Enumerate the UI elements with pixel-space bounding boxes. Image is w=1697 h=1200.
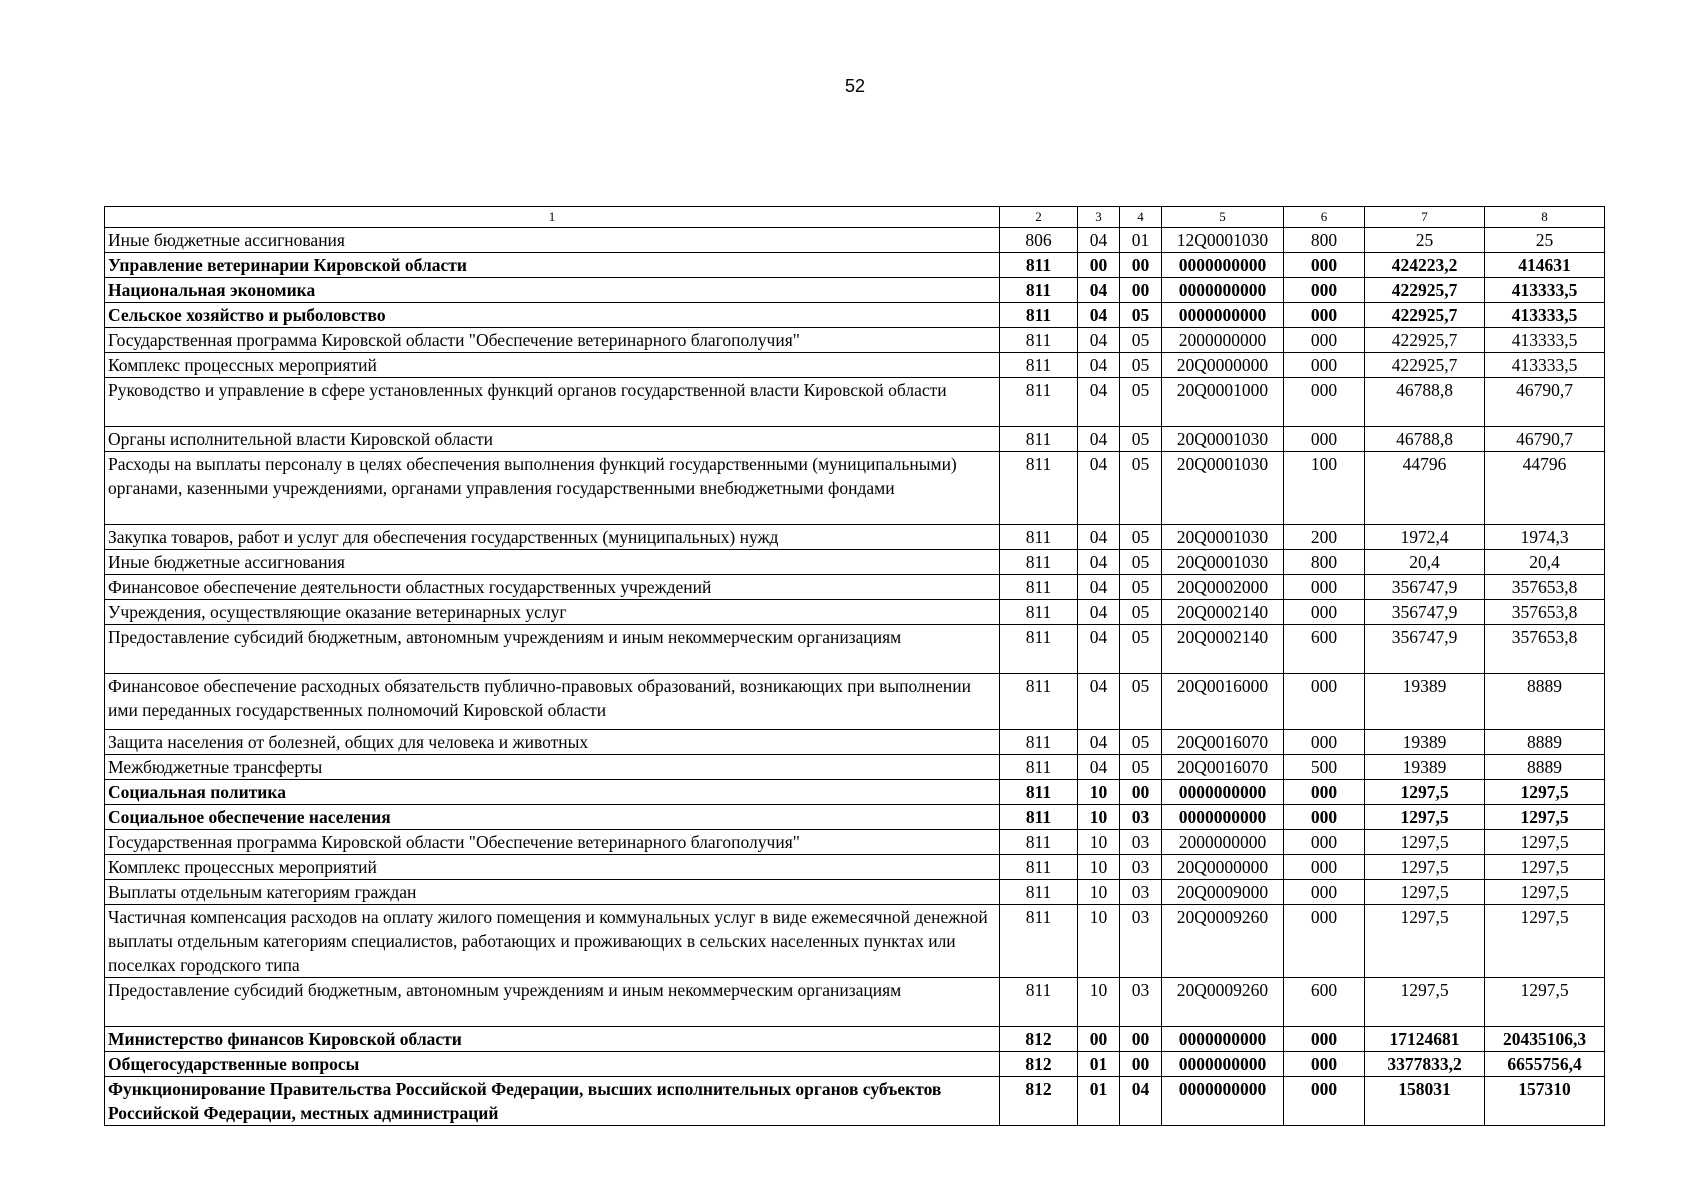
row-admin-code-cell: 812 [1000,1077,1078,1126]
table-row [105,427,1605,452]
row-section-cell: 04 [1078,353,1120,378]
row-admin-code-cell: 811 [1000,855,1078,880]
row-expense-type-cell: 000 [1284,427,1365,452]
row-section-cell: 01 [1078,1052,1120,1077]
row-admin-code-cell: 811 [1000,253,1078,278]
row-expense-type-cell: 000 [1284,353,1365,378]
row-amount-year2-cell: 1297,5 [1485,830,1605,855]
row-name-cell: Расходы на выплаты персоналу в целях обеспечения выполнения функций государственными (муниципальными) органами, казенными учреждениями, органами управления государственными внебюджетными фондами [105,452,1000,525]
row-admin-code-cell: 811 [1000,303,1078,328]
table-row [105,328,1605,353]
row-expense-type-cell: 500 [1284,755,1365,780]
row-amount-year2-cell: 20,4 [1485,550,1605,575]
table-row [105,905,1605,978]
row-admin-code-cell: 811 [1000,452,1078,525]
table-row [105,805,1605,830]
row-amount-year1-cell: 356747,9 [1365,575,1485,600]
row-name-cell: Социальное обеспечение населения [105,805,1000,830]
row-target-article-cell: 20Q0000000 [1162,855,1284,880]
row-subsection-cell: 03 [1120,855,1162,880]
row-admin-code-cell: 811 [1000,905,1078,978]
row-name-cell: Учреждения, осуществляющие оказание ветеринарных услуг [105,600,1000,625]
budget-table [104,206,1605,1126]
row-amount-year2-cell: 413333,5 [1485,328,1605,353]
row-target-article-cell: 20Q0002140 [1162,625,1284,674]
row-name-cell: Выплаты отдельным категориям граждан [105,880,1000,905]
row-admin-code-cell: 811 [1000,353,1078,378]
row-expense-type-cell: 000 [1284,328,1365,353]
row-section-cell: 04 [1078,228,1120,253]
row-target-article-cell: 0000000000 [1162,1052,1284,1077]
row-target-article-cell: 20Q0001030 [1162,550,1284,575]
row-target-article-cell: 20Q0002000 [1162,575,1284,600]
row-subsection-cell: 01 [1120,228,1162,253]
row-admin-code-cell: 811 [1000,525,1078,550]
row-amount-year2-cell: 1297,5 [1485,780,1605,805]
row-target-article-cell: 20Q0016000 [1162,674,1284,730]
row-section-cell: 10 [1078,855,1120,880]
row-expense-type-cell: 000 [1284,1052,1365,1077]
row-section-cell: 04 [1078,600,1120,625]
row-target-article-cell: 20Q0009000 [1162,880,1284,905]
row-amount-year1-cell: 158031 [1365,1077,1485,1126]
row-subsection-cell: 00 [1120,1027,1162,1052]
row-section-cell: 04 [1078,303,1120,328]
row-amount-year1-cell: 46788,8 [1365,378,1485,427]
row-subsection-cell: 03 [1120,978,1162,1027]
row-target-article-cell: 20Q0001030 [1162,525,1284,550]
row-amount-year2-cell: 1297,5 [1485,905,1605,978]
row-name-cell: Иные бюджетные ассигнования [105,228,1000,253]
row-amount-year1-cell: 1297,5 [1365,978,1485,1027]
row-target-article-cell: 0000000000 [1162,253,1284,278]
row-admin-code-cell: 811 [1000,730,1078,755]
row-admin-code-cell: 811 [1000,674,1078,730]
table-row [105,755,1605,780]
row-name-cell: Комплекс процессных мероприятий [105,353,1000,378]
row-section-cell: 04 [1078,378,1120,427]
row-amount-year2-cell: 8889 [1485,674,1605,730]
row-expense-type-cell: 200 [1284,525,1365,550]
table-row [105,575,1605,600]
row-expense-type-cell: 000 [1284,600,1365,625]
row-expense-type-cell: 000 [1284,253,1365,278]
row-subsection-cell: 05 [1120,730,1162,755]
row-expense-type-cell: 100 [1284,452,1365,525]
row-admin-code-cell: 811 [1000,600,1078,625]
row-target-article-cell: 2000000000 [1162,328,1284,353]
row-subsection-cell: 05 [1120,550,1162,575]
row-subsection-cell: 05 [1120,674,1162,730]
row-name-cell: Функционирование Правительства Российской Федерации, высших исполнительных органов субъектов Российской Федерации, местных администраций [105,1077,1000,1126]
row-amount-year1-cell: 1297,5 [1365,855,1485,880]
row-expense-type-cell: 000 [1284,905,1365,978]
row-amount-year2-cell: 357653,8 [1485,625,1605,674]
row-amount-year2-cell: 1297,5 [1485,805,1605,830]
row-amount-year2-cell: 357653,8 [1485,600,1605,625]
row-amount-year2-cell: 1297,5 [1485,855,1605,880]
row-target-article-cell: 20Q0001000 [1162,378,1284,427]
row-amount-year2-cell: 44796 [1485,452,1605,525]
row-section-cell: 10 [1078,830,1120,855]
row-target-article-cell: 2000000000 [1162,830,1284,855]
row-expense-type-cell: 600 [1284,625,1365,674]
row-amount-year2-cell: 1297,5 [1485,978,1605,1027]
row-subsection-cell: 04 [1120,1077,1162,1126]
row-expense-type-cell: 000 [1284,880,1365,905]
row-admin-code-cell: 811 [1000,780,1078,805]
row-target-article-cell: 0000000000 [1162,278,1284,303]
table-row [105,880,1605,905]
row-subsection-cell: 05 [1120,353,1162,378]
row-admin-code-cell: 811 [1000,427,1078,452]
row-admin-code-cell: 811 [1000,978,1078,1027]
table-row [105,978,1605,1027]
row-section-cell: 04 [1078,550,1120,575]
table-row [105,730,1605,755]
row-amount-year1-cell: 44796 [1365,452,1485,525]
row-subsection-cell: 00 [1120,278,1162,303]
row-expense-type-cell: 000 [1284,674,1365,730]
row-target-article-cell: 20Q0000000 [1162,353,1284,378]
column-header: 4 [1120,207,1162,228]
row-amount-year1-cell: 1972,4 [1365,525,1485,550]
row-subsection-cell: 05 [1120,452,1162,525]
row-name-cell: Предоставление субсидий бюджетным, автономным учреждениям и иным некоммерческим организациям [105,625,1000,674]
column-header: 1 [105,207,1000,228]
row-name-cell: Национальная экономика [105,278,1000,303]
row-section-cell: 10 [1078,780,1120,805]
table-row [105,855,1605,880]
row-target-article-cell: 12Q0001030 [1162,228,1284,253]
row-subsection-cell: 03 [1120,830,1162,855]
row-expense-type-cell: 800 [1284,550,1365,575]
row-expense-type-cell: 000 [1284,730,1365,755]
row-section-cell: 04 [1078,278,1120,303]
row-amount-year1-cell: 422925,7 [1365,278,1485,303]
table-row [105,1052,1605,1077]
row-name-cell: Управление ветеринарии Кировской области [105,253,1000,278]
row-expense-type-cell: 000 [1284,780,1365,805]
row-name-cell: Финансовое обеспечение расходных обязательств публично-правовых образований, возникающих при выполнении ими переданных государственных полномочий Кировской области [105,674,1000,730]
row-subsection-cell: 05 [1120,328,1162,353]
row-admin-code-cell: 812 [1000,1052,1078,1077]
row-section-cell: 04 [1078,755,1120,780]
row-name-cell: Предоставление субсидий бюджетным, автономным учреждениям и иным некоммерческим организациям [105,978,1000,1027]
row-section-cell: 04 [1078,427,1120,452]
row-expense-type-cell: 000 [1284,575,1365,600]
row-expense-type-cell: 000 [1284,378,1365,427]
row-admin-code-cell: 811 [1000,755,1078,780]
row-target-article-cell: 0000000000 [1162,780,1284,805]
table-row [105,780,1605,805]
row-target-article-cell: 0000000000 [1162,1027,1284,1052]
row-target-article-cell: 20Q0016070 [1162,755,1284,780]
table-row [105,550,1605,575]
row-admin-code-cell: 811 [1000,880,1078,905]
row-target-article-cell: 0000000000 [1162,303,1284,328]
page-number: 52 [844,76,866,96]
row-subsection-cell: 03 [1120,880,1162,905]
table-row [105,353,1605,378]
table-row [105,452,1605,525]
row-amount-year2-cell: 413333,5 [1485,303,1605,328]
row-subsection-cell: 03 [1120,905,1162,978]
row-section-cell: 04 [1078,452,1120,525]
row-section-cell: 04 [1078,525,1120,550]
row-amount-year2-cell: 6655756,4 [1485,1052,1605,1077]
row-subsection-cell: 00 [1120,253,1162,278]
row-name-cell: Закупка товаров, работ и услуг для обеспечения государственных (муниципальных) нужд [105,525,1000,550]
row-admin-code-cell: 811 [1000,278,1078,303]
row-section-cell: 04 [1078,625,1120,674]
row-subsection-cell: 05 [1120,525,1162,550]
row-target-article-cell: 20Q0009260 [1162,905,1284,978]
row-amount-year2-cell: 357653,8 [1485,575,1605,600]
row-admin-code-cell: 811 [1000,830,1078,855]
table-row [105,600,1605,625]
row-section-cell: 10 [1078,978,1120,1027]
row-name-cell: Сельское хозяйство и рыболовство [105,303,1000,328]
row-amount-year2-cell: 157310 [1485,1077,1605,1126]
row-amount-year1-cell: 424223,2 [1365,253,1485,278]
row-expense-type-cell: 000 [1284,830,1365,855]
row-subsection-cell: 00 [1120,1052,1162,1077]
row-section-cell: 00 [1078,1027,1120,1052]
row-target-article-cell: 20Q0009260 [1162,978,1284,1027]
row-expense-type-cell: 000 [1284,805,1365,830]
row-amount-year1-cell: 19389 [1365,755,1485,780]
row-expense-type-cell: 600 [1284,978,1365,1027]
table-row [105,830,1605,855]
row-name-cell: Государственная программа Кировской области "Обеспечение ветеринарного благополучия" [105,328,1000,353]
table-row [105,1077,1605,1126]
row-section-cell: 10 [1078,880,1120,905]
row-amount-year1-cell: 20,4 [1365,550,1485,575]
row-amount-year1-cell: 356747,9 [1365,600,1485,625]
row-amount-year1-cell: 422925,7 [1365,353,1485,378]
row-amount-year1-cell: 1297,5 [1365,805,1485,830]
row-subsection-cell: 05 [1120,303,1162,328]
table-body [105,228,1605,1126]
column-header: 8 [1485,207,1605,228]
row-subsection-cell: 05 [1120,600,1162,625]
table-row [105,253,1605,278]
row-section-cell: 04 [1078,575,1120,600]
row-name-cell: Комплекс процессных мероприятий [105,855,1000,880]
row-amount-year1-cell: 19389 [1365,730,1485,755]
row-subsection-cell: 05 [1120,427,1162,452]
row-section-cell: 04 [1078,328,1120,353]
row-name-cell: Органы исполнительной власти Кировской области [105,427,1000,452]
row-name-cell: Частичная компенсация расходов на оплату жилого помещения и коммунальных услуг в виде ежемесячной денежной выплаты отдельным категориям специалистов, работающих и проживающих в сельских населенных пунктах или поселках городского типа [105,905,1000,978]
column-header: 2 [1000,207,1078,228]
column-header: 7 [1365,207,1485,228]
table-row [105,625,1605,674]
row-target-article-cell: 20Q0016070 [1162,730,1284,755]
table-row [105,1027,1605,1052]
row-admin-code-cell: 811 [1000,378,1078,427]
row-section-cell: 04 [1078,730,1120,755]
row-admin-code-cell: 811 [1000,550,1078,575]
row-expense-type-cell: 000 [1284,278,1365,303]
row-expense-type-cell: 000 [1284,303,1365,328]
row-amount-year2-cell: 46790,7 [1485,427,1605,452]
row-amount-year1-cell: 25 [1365,228,1485,253]
row-name-cell: Иные бюджетные ассигнования [105,550,1000,575]
row-subsection-cell: 05 [1120,625,1162,674]
row-amount-year1-cell: 19389 [1365,674,1485,730]
table-header-row [105,207,1605,228]
row-amount-year1-cell: 1297,5 [1365,905,1485,978]
row-name-cell: Социальная политика [105,780,1000,805]
row-name-cell: Защита населения от болезней, общих для человека и животных [105,730,1000,755]
row-name-cell: Финансовое обеспечение деятельности областных государственных учреждений [105,575,1000,600]
row-expense-type-cell: 000 [1284,1027,1365,1052]
row-section-cell: 00 [1078,253,1120,278]
row-section-cell: 10 [1078,805,1120,830]
row-name-cell: Общегосударственные вопросы [105,1052,1000,1077]
row-subsection-cell: 05 [1120,755,1162,780]
row-target-article-cell: 20Q0001030 [1162,427,1284,452]
row-amount-year2-cell: 1297,5 [1485,880,1605,905]
row-amount-year1-cell: 46788,8 [1365,427,1485,452]
row-amount-year2-cell: 414631 [1485,253,1605,278]
row-target-article-cell: 0000000000 [1162,1077,1284,1126]
row-target-article-cell: 0000000000 [1162,805,1284,830]
row-amount-year2-cell: 8889 [1485,730,1605,755]
table-row [105,228,1605,253]
row-expense-type-cell: 800 [1284,228,1365,253]
row-amount-year1-cell: 422925,7 [1365,328,1485,353]
row-target-article-cell: 20Q0001030 [1162,452,1284,525]
row-amount-year1-cell: 422925,7 [1365,303,1485,328]
table-row [105,278,1605,303]
row-amount-year1-cell: 3377833,2 [1365,1052,1485,1077]
row-subsection-cell: 03 [1120,805,1162,830]
table-row [105,525,1605,550]
row-target-article-cell: 20Q0002140 [1162,600,1284,625]
row-section-cell: 04 [1078,674,1120,730]
row-name-cell: Министерство финансов Кировской области [105,1027,1000,1052]
row-amount-year1-cell: 17124681 [1365,1027,1485,1052]
row-section-cell: 01 [1078,1077,1120,1126]
row-amount-year2-cell: 8889 [1485,755,1605,780]
row-amount-year2-cell: 1974,3 [1485,525,1605,550]
row-name-cell: Руководство и управление в сфере установленных функций органов государственной власти Кировской области [105,378,1000,427]
row-name-cell: Государственная программа Кировской области "Обеспечение ветеринарного благополучия" [105,830,1000,855]
row-admin-code-cell: 811 [1000,328,1078,353]
row-name-cell: Межбюджетные трансферты [105,755,1000,780]
row-amount-year1-cell: 356747,9 [1365,625,1485,674]
row-amount-year2-cell: 46790,7 [1485,378,1605,427]
row-admin-code-cell: 811 [1000,625,1078,674]
row-amount-year2-cell: 413333,5 [1485,353,1605,378]
row-amount-year1-cell: 1297,5 [1365,880,1485,905]
row-admin-code-cell: 811 [1000,805,1078,830]
row-admin-code-cell: 806 [1000,228,1078,253]
row-amount-year2-cell: 20435106,3 [1485,1027,1605,1052]
row-subsection-cell: 05 [1120,575,1162,600]
row-expense-type-cell: 000 [1284,855,1365,880]
row-admin-code-cell: 811 [1000,575,1078,600]
row-amount-year1-cell: 1297,5 [1365,830,1485,855]
column-header: 3 [1078,207,1120,228]
row-admin-code-cell: 812 [1000,1027,1078,1052]
row-subsection-cell: 05 [1120,378,1162,427]
table-row [105,303,1605,328]
row-section-cell: 10 [1078,905,1120,978]
table-row [105,674,1605,730]
row-amount-year1-cell: 1297,5 [1365,780,1485,805]
row-subsection-cell: 00 [1120,780,1162,805]
row-expense-type-cell: 000 [1284,1077,1365,1126]
row-amount-year2-cell: 413333,5 [1485,278,1605,303]
row-amount-year2-cell: 25 [1485,228,1605,253]
column-header: 6 [1284,207,1365,228]
column-header: 5 [1162,207,1284,228]
table-row [105,378,1605,427]
